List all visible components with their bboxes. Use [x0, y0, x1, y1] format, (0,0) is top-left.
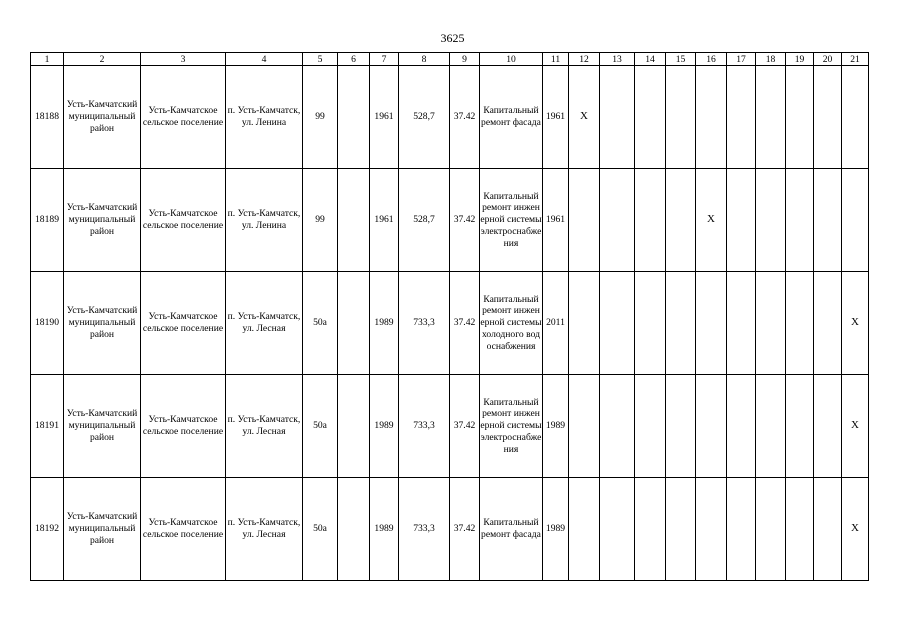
col-header-3: 3: [141, 53, 226, 66]
code-cell: 37.42: [450, 478, 480, 581]
col-header-17: 17: [727, 53, 756, 66]
code-cell: 37.42: [450, 272, 480, 375]
mark-cell-19: [786, 375, 814, 478]
mark-cell-16: [696, 375, 727, 478]
col-header-16: 16: [696, 53, 727, 66]
year-cell: 1961: [543, 66, 569, 169]
mark-cell-17: [727, 169, 756, 272]
work-type-cell: Капитальный ремонт фасада: [480, 478, 543, 581]
table-row: [31, 66, 869, 169]
row-id: 18188: [31, 66, 64, 169]
mark-cell-16: [696, 478, 727, 581]
mark-cell-14: [635, 169, 666, 272]
district-cell: Усть-Камчатский муниципальный район: [64, 66, 141, 169]
mark-cell-20: [814, 375, 842, 478]
col-header-2: 2: [64, 53, 141, 66]
year-built-cell: 1961: [370, 66, 399, 169]
house-cell: 99: [303, 169, 338, 272]
mark-cell-21: X: [842, 375, 869, 478]
col-header-20: 20: [814, 53, 842, 66]
year-built-cell: 1989: [370, 375, 399, 478]
area-cell: 733,3: [399, 272, 450, 375]
code-cell: 37.42: [450, 66, 480, 169]
year-cell: 1989: [543, 478, 569, 581]
district-cell: Усть-Камчатский муниципальный район: [64, 478, 141, 581]
col-header-9: 9: [450, 53, 480, 66]
mark-cell-17: [727, 375, 756, 478]
mark-cell-17: [727, 66, 756, 169]
year-built-cell: 1989: [370, 478, 399, 581]
mark-cell-12: X: [569, 66, 600, 169]
area-cell: 528,7: [399, 66, 450, 169]
year-cell: 1961: [543, 169, 569, 272]
settlement-cell: Усть-Камчатское сельское поселение: [141, 375, 226, 478]
col-header-13: 13: [600, 53, 635, 66]
col-header-19: 19: [786, 53, 814, 66]
col6-cell: [338, 66, 370, 169]
col-header-14: 14: [635, 53, 666, 66]
mark-cell-20: [814, 169, 842, 272]
col-header-5: 5: [303, 53, 338, 66]
mark-cell-13: [600, 478, 635, 581]
mark-cell-12: [569, 375, 600, 478]
mark-cell-20: [814, 66, 842, 169]
mark-cell-16: [696, 66, 727, 169]
address-cell: п. Усть-Камчатск, ул. Ленина: [226, 169, 303, 272]
settlement-cell: Усть-Камчатское сельское поселение: [141, 272, 226, 375]
mark-cell-15: [666, 272, 696, 375]
area-cell: 733,3: [399, 478, 450, 581]
mark-cell-19: [786, 169, 814, 272]
mark-cell-21: [842, 66, 869, 169]
house-cell: 50а: [303, 375, 338, 478]
work-type-cell: Капитальный ремонт инженерной системы электроснабжения: [480, 375, 543, 478]
mark-cell-21: X: [842, 478, 869, 581]
district-cell: Усть-Камчатский муниципальный район: [64, 375, 141, 478]
settlement-cell: Усть-Камчатское сельское поселение: [141, 169, 226, 272]
address-cell: п. Усть-Камчатск, ул. Лесная: [226, 375, 303, 478]
mark-cell-15: [666, 169, 696, 272]
mark-cell-18: [756, 375, 786, 478]
address-cell: п. Усть-Камчатск, ул. Лесная: [226, 272, 303, 375]
table-row: [31, 169, 869, 272]
district-cell: Усть-Камчатский муниципальный район: [64, 272, 141, 375]
mark-cell-17: [727, 478, 756, 581]
work-type-cell: Капитальный ремонт инженерной системы электроснабжения: [480, 169, 543, 272]
col6-cell: [338, 478, 370, 581]
col-header-4: 4: [226, 53, 303, 66]
col-header-8: 8: [399, 53, 450, 66]
code-cell: 37.42: [450, 169, 480, 272]
year-built-cell: 1989: [370, 272, 399, 375]
mark-cell-21: [842, 169, 869, 272]
col6-cell: [338, 375, 370, 478]
mark-cell-18: [756, 272, 786, 375]
mark-cell-18: [756, 169, 786, 272]
mark-cell-15: [666, 375, 696, 478]
col-header-10: 10: [480, 53, 543, 66]
year-cell: 2011: [543, 272, 569, 375]
mark-cell-19: [786, 272, 814, 375]
repair-table: [30, 52, 869, 581]
settlement-cell: Усть-Камчатское сельское поселение: [141, 478, 226, 581]
mark-cell-12: [569, 169, 600, 272]
table-row: [31, 478, 869, 581]
mark-cell-14: [635, 375, 666, 478]
page-number: 3625: [440, 31, 465, 45]
code-cell: 37.42: [450, 375, 480, 478]
mark-cell-19: [786, 66, 814, 169]
header-row: [31, 53, 869, 66]
col-header-21: 21: [842, 53, 869, 66]
year-cell: 1989: [543, 375, 569, 478]
mark-cell-14: [635, 66, 666, 169]
mark-cell-15: [666, 66, 696, 169]
work-type-cell: Капитальный ремонт инженерной системы холодного водоснабжения: [480, 272, 543, 375]
mark-cell-12: [569, 478, 600, 581]
area-cell: 733,3: [399, 375, 450, 478]
house-cell: 99: [303, 66, 338, 169]
col-header-15: 15: [666, 53, 696, 66]
house-cell: 50а: [303, 478, 338, 581]
row-id: 18191: [31, 375, 64, 478]
row-id: 18190: [31, 272, 64, 375]
mark-cell-14: [635, 272, 666, 375]
settlement-cell: Усть-Камчатское сельское поселение: [141, 66, 226, 169]
mark-cell-16: [696, 272, 727, 375]
district-cell: Усть-Камчатский муниципальный район: [64, 169, 141, 272]
address-cell: п. Усть-Камчатск, ул. Ленина: [226, 66, 303, 169]
col6-cell: [338, 169, 370, 272]
mark-cell-12: [569, 272, 600, 375]
table-row: [31, 375, 869, 478]
col-header-1: 1: [31, 53, 64, 66]
mark-cell-21: X: [842, 272, 869, 375]
col-header-12: 12: [569, 53, 600, 66]
mark-cell-18: [756, 478, 786, 581]
house-cell: 50а: [303, 272, 338, 375]
mark-cell-14: [635, 478, 666, 581]
mark-cell-13: [600, 66, 635, 169]
mark-cell-15: [666, 478, 696, 581]
mark-cell-20: [814, 478, 842, 581]
mark-cell-13: [600, 272, 635, 375]
mark-cell-19: [786, 478, 814, 581]
mark-cell-20: [814, 272, 842, 375]
address-cell: п. Усть-Камчатск, ул. Лесная: [226, 478, 303, 581]
mark-cell-17: [727, 272, 756, 375]
year-built-cell: 1961: [370, 169, 399, 272]
table-row: [31, 272, 869, 375]
mark-cell-18: [756, 66, 786, 169]
row-id: 18189: [31, 169, 64, 272]
col-header-18: 18: [756, 53, 786, 66]
col-header-7: 7: [370, 53, 399, 66]
mark-cell-13: [600, 169, 635, 272]
work-type-cell: Капитальный ремонт фасада: [480, 66, 543, 169]
mark-cell-16: X: [696, 169, 727, 272]
row-id: 18192: [31, 478, 64, 581]
area-cell: 528,7: [399, 169, 450, 272]
col6-cell: [338, 272, 370, 375]
col-header-11: 11: [543, 53, 569, 66]
mark-cell-13: [600, 375, 635, 478]
col-header-6: 6: [338, 53, 370, 66]
